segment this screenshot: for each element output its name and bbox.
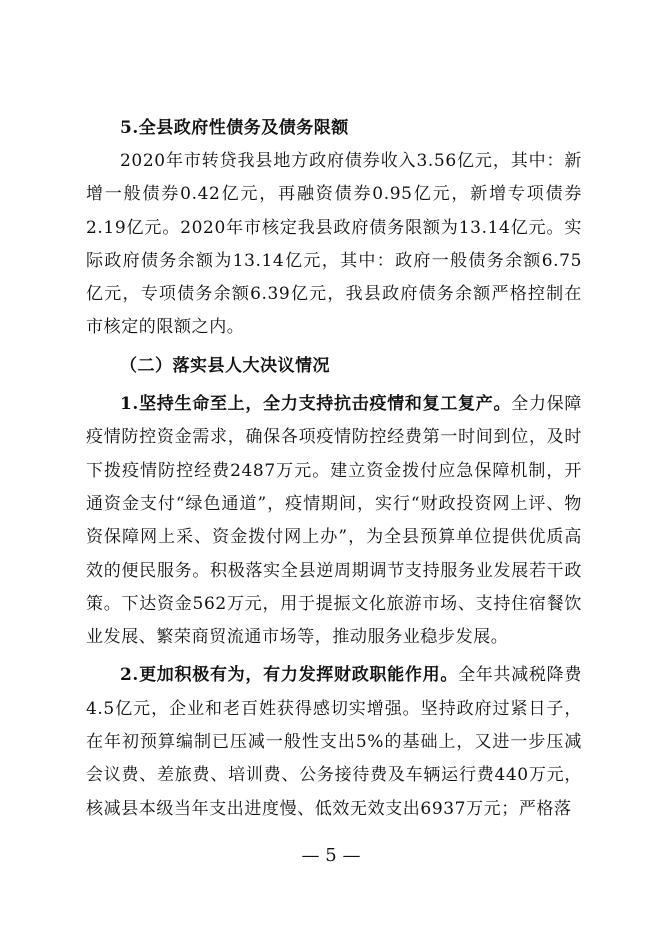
- paragraph-lead-epidemic: 1.坚持生命至上，全力支持抗击疫情和复工复产。: [120, 394, 512, 415]
- paragraph-debt: 2020年市转贷我县地方政府债券收入3.56亿元，其中：新增一般债券0.42亿元，再融资债券0.95亿元，新增专项债券2.19亿元。2020年市核定我县政府债务限额为13.14亿元。实际政府债务余额为13.14亿元，其中：政府一般债务余额6.75亿元，专项债务余额6.39亿元，我县政府债务余额严格控制在市核定的限额之内。: [86, 151, 582, 338]
- paragraph-epidemic: [86, 388, 582, 654]
- document-body: [86, 112, 582, 826]
- paragraph-body-fiscal: 全年共减税降费4.5亿元，企业和老百姓获得感切实增强。坚持政府过紧日子，在年初预算编制已压减一般性支出5%的基础上，又进一步压减会议费、差旅费、培训费、公务接待费及车辆运行费440万元，核减县本级当年支出进度慢、低效无效支出6937万元；严格落: [86, 665, 582, 819]
- paragraph-fiscal: [86, 659, 582, 825]
- section-title-resolution: （二）落实县人大决议情况: [120, 355, 330, 376]
- page-number: — 5 —: [301, 845, 361, 866]
- paragraph-body-epidemic: 全力保障疫情防控资金需求，确保各项疫情防控经费第一时间到位，及时下拨疫情防控经费2487万元。建立资金拨付应急保障机制，开通资金支付“绿色通道”，疫情期间，实行“财政投资网上评、物资保障网上采、资金拨付网上办”，为全县预算单位提供优质高效的便民服务。积极落实全县逆周期调节支持服务业发展若干政策。下达资金562万元，用于提振文化旅游市场、支持住宿餐饮业发展、繁荣商贸流通市场等，推动服务业稳步发展。: [86, 394, 582, 648]
- paragraph-lead-fiscal: 2.更加积极有为，有力发挥财政职能作用。: [120, 665, 459, 686]
- section-heading-debt: 5.全县政府性债务及债务限额: [120, 118, 349, 138]
